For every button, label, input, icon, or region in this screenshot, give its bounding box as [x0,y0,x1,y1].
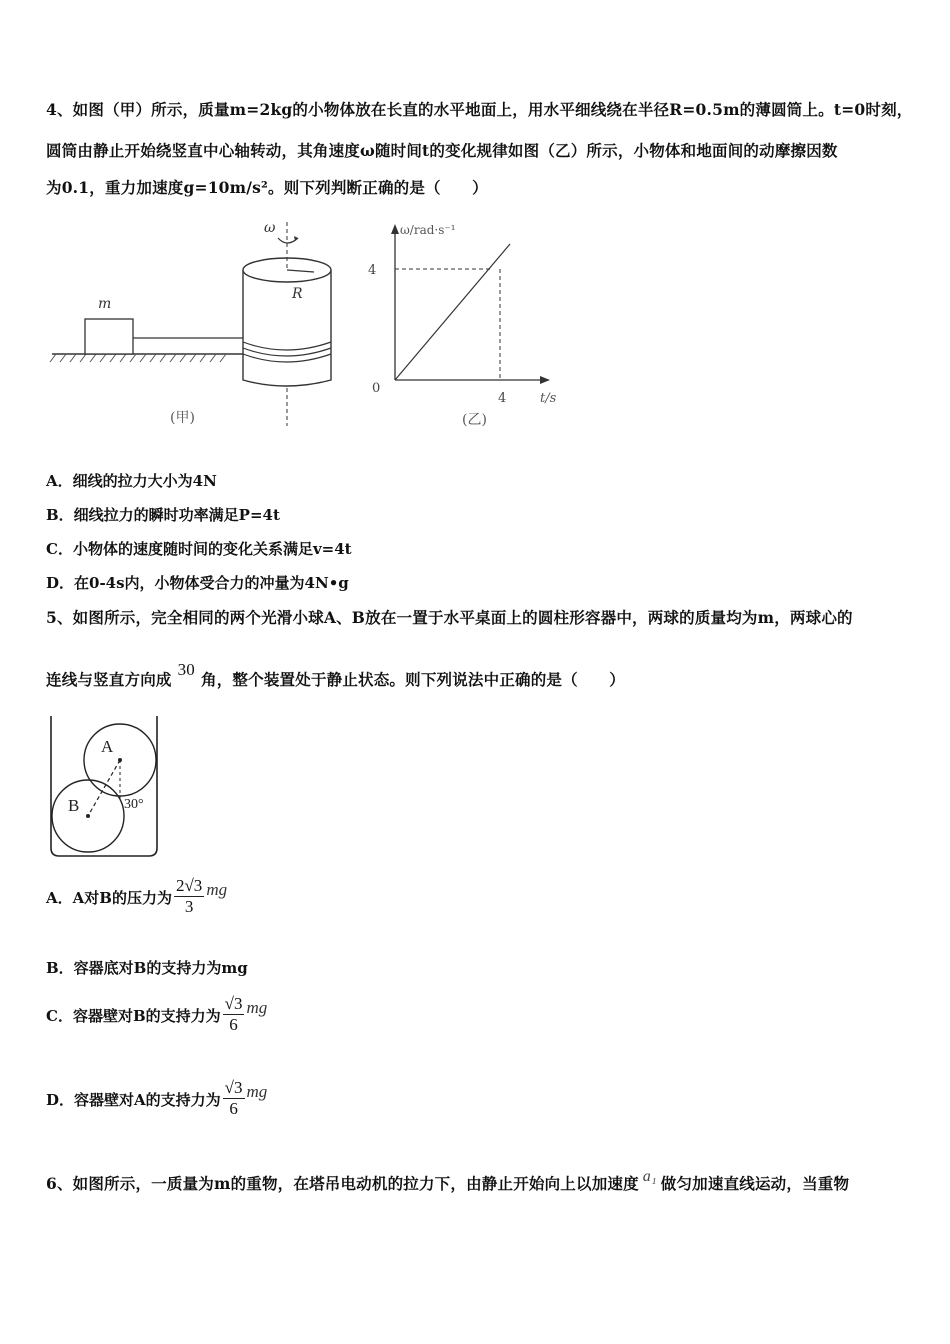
q5-option-d-text: D．容器壁对A的支持力为 [46,1090,221,1109]
q5-option-c-den: 6 [229,1015,238,1034]
q6-line1-pre: 6、如图所示，一质量为m的重物，在塔吊电动机的拉力下，由静止开始向上以加速度 [46,1174,639,1193]
origin-label: 0 [372,381,381,396]
caption-jia: (甲) [170,410,195,426]
q5-option-a-text: A．A对B的压力为 [46,888,172,907]
q5-angle: 30 [177,660,196,679]
figure-q5 [46,712,166,860]
q5-option-c-unit: mg [246,997,268,1017]
q5-option-b: B．容器底对B的支持力为mg [46,959,248,977]
q6-symbol-a1: a₁ [642,1168,657,1185]
q5-option-d-den: 6 [229,1099,238,1118]
caption-yi: (乙) [462,412,487,428]
ball-b-label: B [68,796,80,815]
q5-option-c-fraction [223,994,245,1035]
label-R: R [292,286,303,302]
x-tick-4: 4 [498,391,507,406]
q5-option-d-num: √3 [224,1078,243,1097]
q4-option-c: C．小物体的速度随时间的变化关系满足v=4t [46,540,352,558]
q6-line1-post: 做匀加速直线运动，当重物 [660,1174,850,1193]
q5-option-c-num: √3 [224,994,243,1013]
q5-option-a [46,876,227,917]
figure-jia [46,212,366,432]
ball-a-label: A [101,737,114,756]
q5-option-c [46,994,267,1035]
q5-option-a-num: 2√3 [175,876,203,895]
q5-option-c-text: C．容器壁对B的支持力为 [46,1006,221,1025]
label-omega: ω [264,220,276,236]
q4-option-d: D．在0-4s内，小物体受合力的冲量为4N•g [46,574,349,592]
q5-option-a-den: 3 [184,897,194,916]
block-m [85,319,133,354]
q5-option-a-fraction [174,876,204,917]
q5-line2-post: 角，整个装置处于静止状态。则下列说法中正确的是（ ） [201,670,625,689]
q5-option-d-unit: mg [246,1081,268,1101]
angle-label: 30° [124,797,144,812]
x-axis-label: t/s [540,391,557,406]
q4-option-b: B．细线拉力的瞬时功率满足P=4t [46,506,280,524]
q4-option-a: A．细线的拉力大小为4N [46,472,217,490]
figure-yi [360,212,580,432]
q5-line1: 5、如图所示，完全相同的两个光滑小球A、B放在一置于水平桌面上的圆柱形容器中，两球的质量均为m，两球心的 [46,608,853,627]
q5-option-a-unit: mg [206,879,228,899]
y-tick-4: 4 [368,263,377,278]
q4-line3: 为0.1，重力加速度g=10m/s²。则下列判断正确的是（ ） [46,178,488,197]
label-m: m [98,296,112,312]
q5-option-d [46,1078,267,1119]
y-axis-label: ω/rad·s⁻¹ [400,223,456,237]
q4-line1: 4、如图（甲）所示，质量m=2kg的小物体放在长直的水平地面上，用水平细线绕在半径R=0.5m的薄圆筒上。t=0时刻， [46,100,913,119]
q4-line2: 圆筒由静止开始绕竖直中心轴转动，其角速度ω随时间t的变化规律如图（乙）所示，小物体和地面间的动摩擦因数 [46,141,838,160]
q5-line2 [46,660,625,690]
q5-line2-pre: 连线与竖直方向成 [46,670,172,689]
q5-option-d-fraction [223,1078,245,1119]
q6-line1 [46,1168,850,1194]
